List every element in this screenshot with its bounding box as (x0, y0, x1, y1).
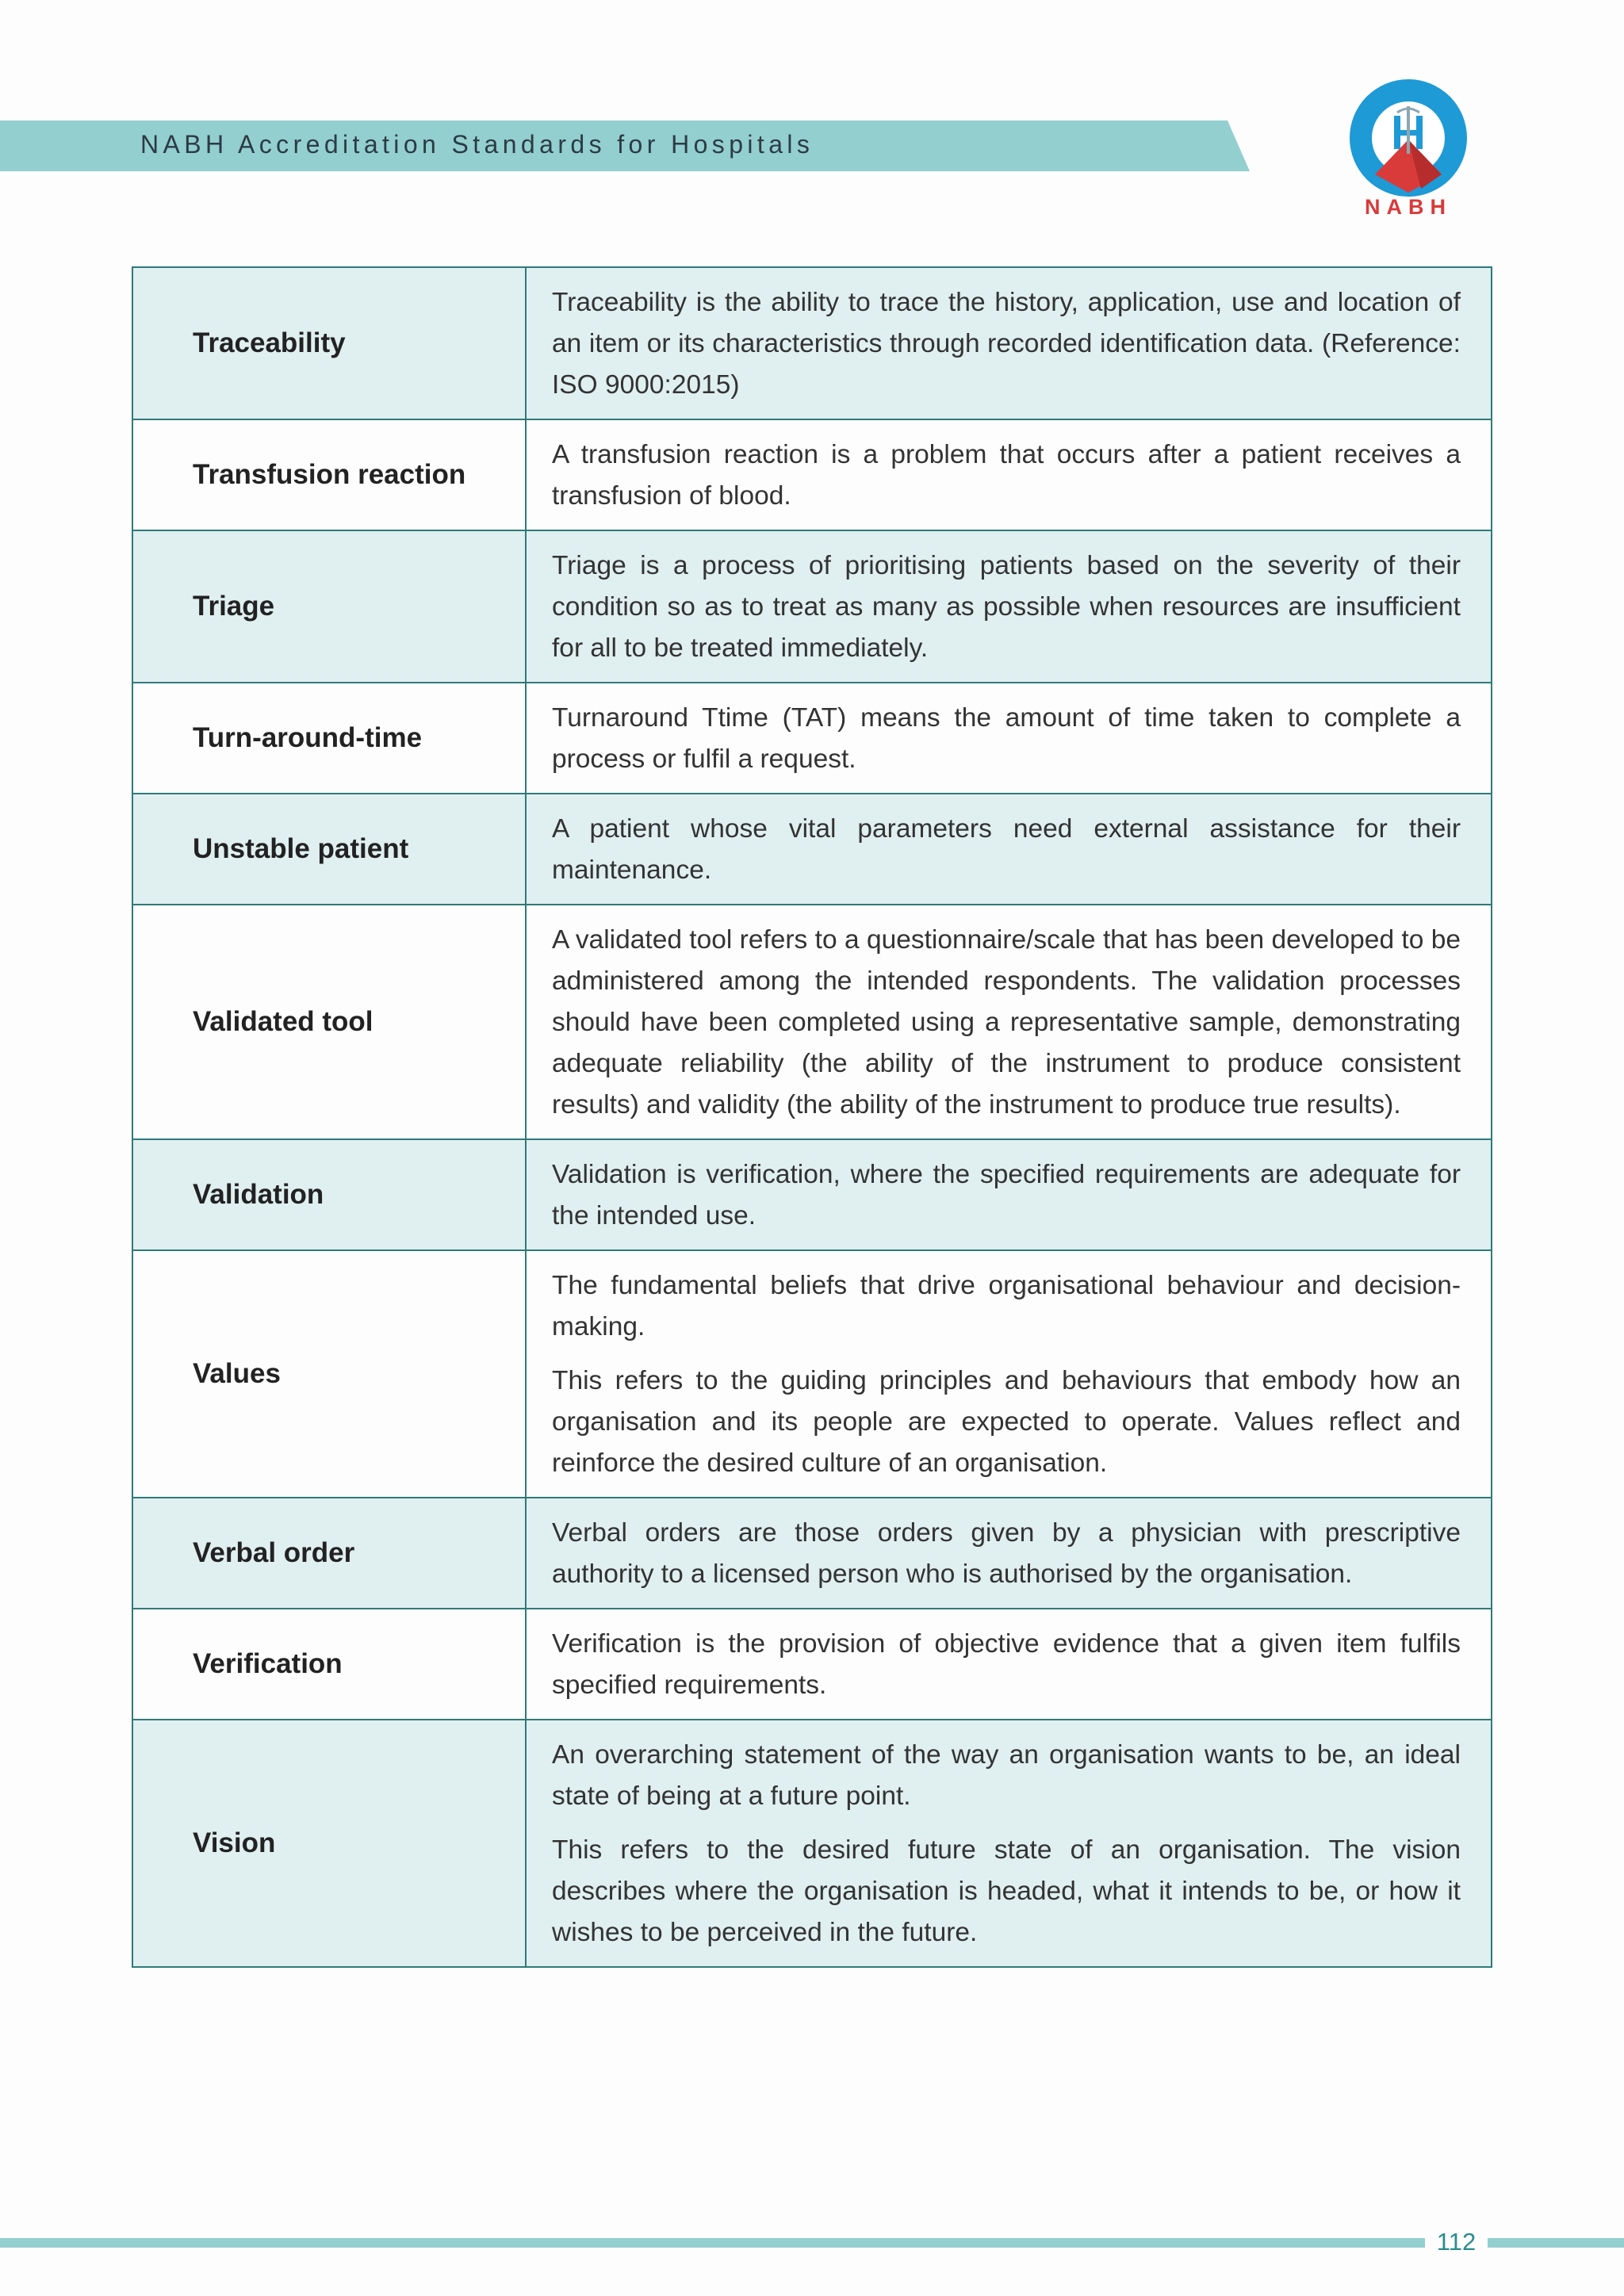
glossary-term: Validated tool (132, 905, 526, 1139)
glossary-term: Unstable patient (132, 794, 526, 905)
table-row (132, 419, 1492, 530)
definition-paragraph: Triage is a process of prioritising patients based on the severity of their condition so as to treat as many as possible when resources are insufficient for all to be treated immediately. (552, 551, 1461, 663)
table-row (132, 1720, 1492, 1967)
definition-paragraph: This refers to the desired future state of an organisation. The vision describes where the organisation is headed, what it intends to be, or how it wishes to be perceived in the future. (552, 1835, 1461, 1947)
logo-text: NABH (1365, 195, 1452, 219)
glossary-definition (526, 1250, 1492, 1498)
glossary-term: Vision (132, 1720, 526, 1967)
glossary-definition (526, 267, 1492, 419)
definition-paragraph: A transfusion reaction is a problem that occurs after a patient receives a transfusion of blood. (552, 440, 1461, 511)
table-row (132, 1250, 1492, 1498)
glossary-definition (526, 1720, 1492, 1967)
glossary-term: Values (132, 1250, 526, 1498)
glossary-term: Turn-around-time (132, 683, 526, 794)
glossary-definition (526, 794, 1492, 905)
glossary-term: Transfusion reaction (132, 419, 526, 530)
definition-paragraph: Verification is the provision of objective evidence that a given item fulfils specified requirements. (552, 1629, 1461, 1700)
nabh-logo (1340, 70, 1477, 228)
glossary-table (132, 266, 1492, 1968)
glossary-definition (526, 905, 1492, 1139)
definition-paragraph: The fundamental beliefs that drive organisational behaviour and decision-making. (552, 1271, 1461, 1341)
glossary-term: Validation (132, 1139, 526, 1250)
definition-paragraph: Turnaround Ttime (TAT) means the amount of time taken to complete a process or fulfil a request. (552, 703, 1461, 774)
table-row (132, 1139, 1492, 1250)
glossary-definition (526, 1139, 1492, 1250)
table-row (132, 683, 1492, 794)
footer-line-left (0, 2238, 1425, 2248)
glossary-term: Triage (132, 530, 526, 683)
table-row (132, 794, 1492, 905)
glossary-definition (526, 1609, 1492, 1720)
definition-paragraph: Verbal orders are those orders given by a physician with prescriptive authority to a licensed person who is authorised by the organisation. (552, 1518, 1461, 1589)
glossary-term: Verification (132, 1609, 526, 1720)
table-row (132, 1609, 1492, 1720)
glossary-definition (526, 683, 1492, 794)
table-row (132, 267, 1492, 419)
glossary-term: Verbal order (132, 1498, 526, 1609)
definition-paragraph: A validated tool refers to a questionnaire/scale that has been developed to be administered among the intended respondents. The validation processes should have been completed using a representative sample, demonstrating adequate reliability (the ability of the instrument to produce consistent results) and validity (the ability of the instrument to produce true results). (552, 925, 1461, 1119)
nabh-logo-icon (1340, 70, 1477, 197)
table-row (132, 1498, 1492, 1609)
table-row (132, 905, 1492, 1139)
glossary-term: Traceability (132, 267, 526, 419)
definition-paragraph: A patient whose vital parameters need external assistance for their maintenance. (552, 814, 1461, 885)
page-number: 112 (1436, 2228, 1477, 2256)
definition-paragraph: This refers to the guiding principles and behaviours that embody how an organisation and its people are expected to operate. Values reflect and reinforce the desired culture of an organisation. (552, 1366, 1461, 1478)
glossary-definition (526, 530, 1492, 683)
glossary-definition (526, 1498, 1492, 1609)
definition-paragraph: Validation is verification, where the specified requirements are adequate for the intended use. (552, 1160, 1461, 1230)
footer-line-right (1488, 2238, 1624, 2248)
page-header-title: NABH Accreditation Standards for Hospitals (140, 130, 814, 159)
table-row (132, 530, 1492, 683)
glossary-definition (526, 419, 1492, 530)
definition-paragraph: An overarching statement of the way an organisation wants to be, an ideal state of being at a future point. (552, 1740, 1461, 1811)
definition-paragraph: Traceability is the ability to trace the history, application, use and location of an item or its characteristics through recorded identification data. (Reference: ISO 9000:2015) (552, 288, 1461, 400)
